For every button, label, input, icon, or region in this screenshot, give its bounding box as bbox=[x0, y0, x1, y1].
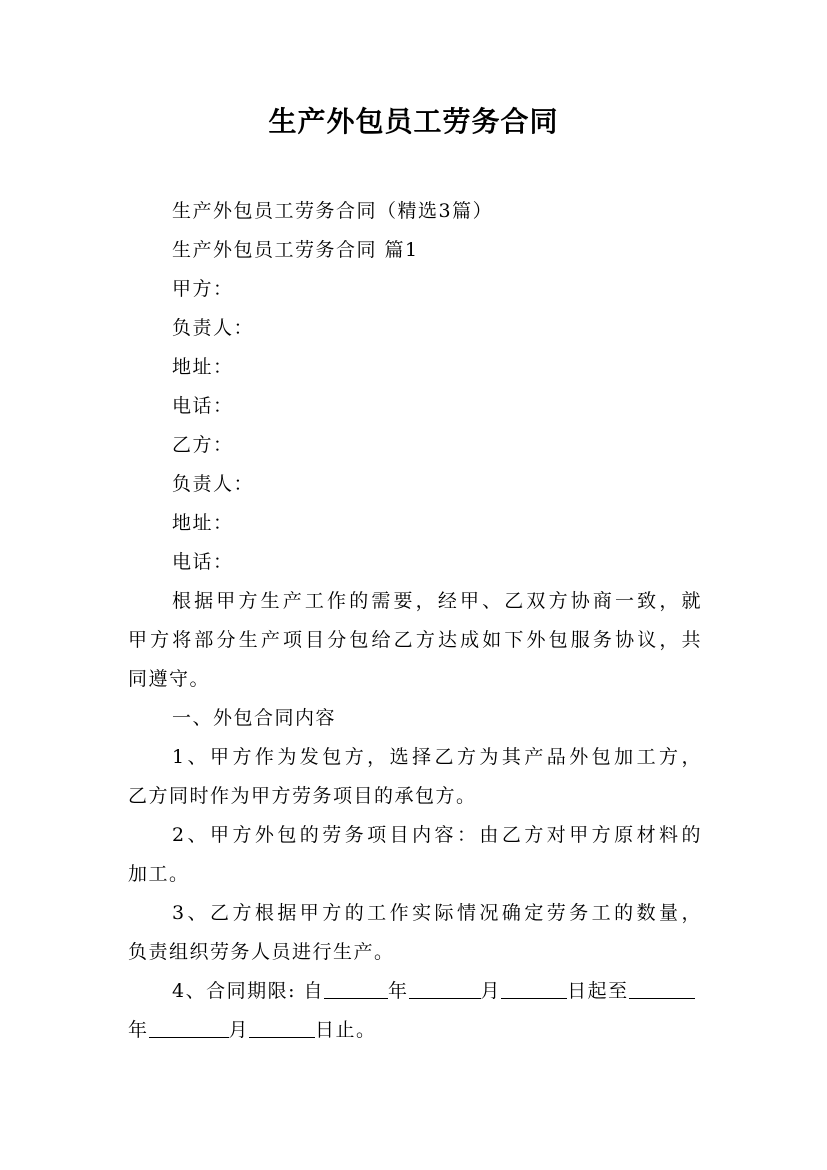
party-b-phone: 电话： bbox=[172, 551, 234, 573]
document-title: 生产外包员工劳务合同 bbox=[268, 105, 559, 138]
party-a-label: 甲方： bbox=[172, 278, 234, 300]
intro-line: 同遵守。 bbox=[128, 668, 211, 690]
party-a-phone: 电话： bbox=[172, 395, 234, 417]
blank-start-day bbox=[501, 980, 567, 999]
blank-start-month bbox=[409, 980, 481, 999]
item-1-line: 1、甲方作为发包方，选择乙方为其产品外包加工方， bbox=[172, 746, 702, 768]
item-4-line bbox=[128, 972, 702, 1011]
section-heading: 生产外包员工劳务合同 篇1 bbox=[172, 239, 419, 261]
blank-end-month bbox=[149, 1019, 229, 1038]
term-prefix: 4、合同期限: 自 bbox=[172, 980, 325, 1002]
item-1-line: 乙方同时作为甲方劳务项目的承包方。 bbox=[128, 785, 477, 807]
party-b-address: 地址： bbox=[172, 512, 234, 534]
party-b-label: 乙方： bbox=[172, 434, 234, 456]
party-a-manager: 负责人： bbox=[172, 317, 255, 339]
subtitle: 生产外包员工劳务合同（精选3篇） bbox=[172, 200, 494, 222]
term-day-to-label: 日止。 bbox=[315, 1019, 377, 1041]
term-month-label: 月 bbox=[480, 980, 502, 1002]
item-2-line: 加工。 bbox=[128, 863, 190, 885]
document-body bbox=[128, 192, 702, 1050]
item-3-line: 负责组织劳务人员进行生产。 bbox=[128, 941, 395, 963]
term-day-from-label: 日起至 bbox=[567, 980, 629, 1002]
intro-line: 甲方将部分生产项目分包给乙方达成如下外包服务协议，共 bbox=[128, 629, 702, 651]
clause-1-heading: 一、外包合同内容 bbox=[172, 707, 337, 729]
term-month2-label: 月 bbox=[228, 1019, 250, 1041]
blank-end-day bbox=[249, 1019, 315, 1038]
party-b-manager: 负责人： bbox=[172, 473, 255, 495]
item-2-line: 2、甲方外包的劳务项目内容：由乙方对甲方原材料的 bbox=[172, 824, 702, 846]
party-a-address: 地址： bbox=[172, 356, 234, 378]
blank-end-year bbox=[629, 980, 695, 999]
item-3-line: 3、乙方根据甲方的工作实际情况确定劳务工的数量， bbox=[172, 902, 702, 924]
item-4-line bbox=[128, 1011, 702, 1050]
blank-start-year bbox=[324, 980, 388, 999]
intro-line: 根据甲方生产工作的需要，经甲、乙双方协商一致，就 bbox=[172, 590, 702, 612]
term-year-label: 年 bbox=[388, 980, 409, 1002]
term-year2-label: 年 bbox=[128, 1019, 149, 1041]
